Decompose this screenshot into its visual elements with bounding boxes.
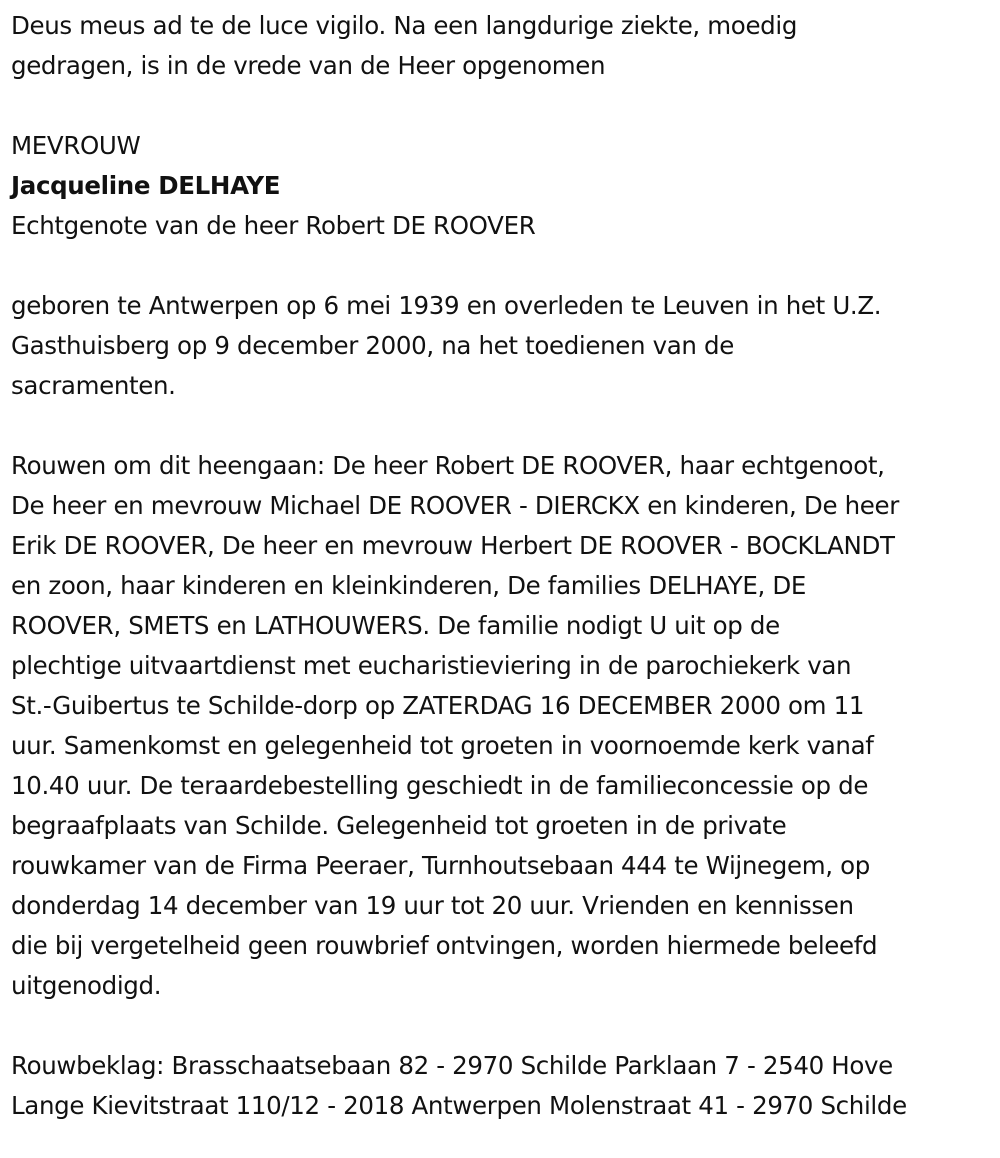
spouse-line: Echtgenote van de heer Robert DE ROOVER (11, 211, 536, 240)
text-line: rouwkamer van de Firma Peeraer, Turnhoutsebaan 444 te Wijnegem, op (11, 851, 870, 880)
text-line: uitgenodigd. (11, 971, 162, 1000)
spacer (11, 1006, 990, 1046)
text-line: 10.40 uur. De teraardebestelling geschiedt in de familieconcessie op de (11, 771, 869, 800)
text-line: Rouwen om dit heengaan: De heer Robert DE ROOVER, haar echtgenoot, (11, 451, 885, 480)
condolences-paragraph (11, 1046, 990, 1126)
text-line: sacramenten. (11, 371, 176, 400)
text-line: St.-Guibertus te Schilde-dorp op ZATERDAG 16 DECEMBER 2000 om 11 (11, 691, 865, 720)
text-line: Rouwbeklag: Brasschaatsebaan 82 - 2970 Schilde Parklaan 7 - 2540 Hove (11, 1051, 893, 1080)
spacer (11, 246, 990, 286)
text-line: geboren te Antwerpen op 6 mei 1939 en overleden te Leuven in het U.Z. (11, 291, 882, 320)
deceased-name: Jacqueline DELHAYE (11, 171, 281, 200)
text-line: ROOVER, SMETS en LATHOUWERS. De familie nodigt U uit op de (11, 611, 780, 640)
text-line: begraafplaats van Schilde. Gelegenheid tot groeten in de private (11, 811, 787, 840)
mourners-paragraph (11, 446, 990, 1006)
intro-paragraph (11, 6, 990, 86)
text-line: en zoon, haar kinderen en kleinkinderen, De families DELHAYE, DE (11, 571, 806, 600)
text-line: gedragen, is in de vrede van de Heer opgenomen (11, 51, 606, 80)
text-line: uur. Samenkomst en gelegenheid tot groeten in voornoemde kerk vanaf (11, 731, 874, 760)
text-line: donderdag 14 december van 19 uur tot 20 uur. Vrienden en kennissen (11, 891, 854, 920)
text-line: die bij vergetelheid geen rouwbrief ontvingen, worden hiermede beleefd (11, 931, 878, 960)
text-line: Erik DE ROOVER, De heer en mevrouw Herbert DE ROOVER - BOCKLANDT (11, 531, 895, 560)
text-line: plechtige uitvaartdienst met eucharistieviering in de parochiekerk van (11, 651, 852, 680)
spacer (11, 86, 990, 126)
text-line: Gasthuisberg op 9 december 2000, na het toedienen van de (11, 331, 734, 360)
birth-death-paragraph (11, 286, 990, 406)
text-line: Deus meus ad te de luce vigilo. Na een langdurige ziekte, moedig (11, 11, 798, 40)
text-line: De heer en mevrouw Michael DE ROOVER - DIERCKX en kinderen, De heer (11, 491, 899, 520)
salutation: MEVROUW (11, 131, 141, 160)
spacer (11, 406, 990, 446)
text-line: Lange Kievitstraat 110/12 - 2018 Antwerpen Molenstraat 41 - 2970 Schilde (11, 1091, 907, 1120)
